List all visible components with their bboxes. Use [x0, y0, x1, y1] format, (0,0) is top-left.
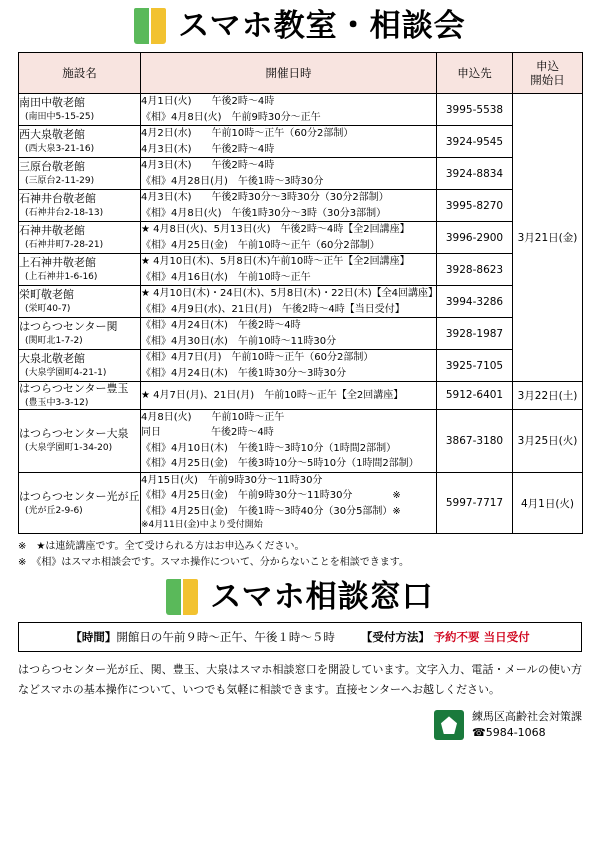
footer — [18, 709, 582, 742]
facility-name: はつらつセンター光が丘 — [19, 489, 140, 503]
column-header-facility: 施設名 — [19, 53, 141, 94]
info-bar — [18, 622, 582, 652]
section2-paragraph: はつらつセンター光が丘、関、豊玉、大泉はスマホ相談窓口を開設しています。文字入力、電話・メールの使い方などスマホの基本操作について、いつでも気軽に相談できます。直接センターへお越しください。 — [18, 663, 582, 696]
facility-address: (石神井町7-28-21) — [25, 239, 104, 250]
method-info — [361, 629, 530, 645]
schedule-line: ★ 4月10日(木)・24日(木)、5月8日(木)・22日(木)【全4回講座】 — [141, 288, 438, 299]
facility-address: (栄町40-7) — [25, 303, 71, 314]
schedule-cell — [141, 350, 437, 382]
facility-cell — [19, 254, 141, 286]
schedule-line: 《相》4月8日(火) 午後1時30分～3時（30分3部制） — [141, 207, 387, 219]
schedule-cell — [141, 254, 437, 286]
schedule-line: 《相》4月24日(木) 午後1時30分～3時30分 — [141, 367, 347, 379]
facility-name: 石神井敬老館 — [19, 224, 85, 237]
schedule-line: 4月15日(火) 午前9時30分～11時30分 — [141, 474, 323, 486]
facility-name: はつらつセンター関 — [19, 320, 118, 333]
section2-title: スマホ相談窓口 — [210, 579, 434, 616]
method-label: 【受付方法】 — [360, 630, 430, 645]
table-row — [19, 472, 583, 533]
start-date-cell: 3月25日(火) — [513, 409, 583, 472]
facility-name: 大泉北敬老館 — [19, 352, 85, 365]
table-row — [19, 382, 583, 410]
facility-cell — [19, 286, 141, 318]
facility-address: (光が丘2-9-6) — [25, 505, 83, 516]
schedule-table — [18, 52, 583, 534]
table-row — [19, 350, 583, 382]
contact-cell: 3995-8270 — [437, 190, 513, 222]
table-body — [19, 94, 583, 534]
schedule-cell — [141, 158, 437, 190]
schedule-line: 同日 午後2時～4時 — [141, 427, 274, 439]
method-value: 予約不要 当日受付 — [433, 630, 530, 645]
facility-cell — [19, 350, 141, 382]
facility-address: (上石神井1-6-16) — [25, 271, 98, 282]
facility-name: 三原台敬老館 — [19, 160, 85, 173]
nerima-leaf-icon — [434, 710, 464, 740]
table-row — [19, 158, 583, 190]
table-row — [19, 94, 583, 126]
contact-cell: 3925-7105 — [437, 350, 513, 382]
schedule-cell — [141, 382, 437, 410]
facility-address: (豊玉中3-3-12) — [25, 397, 89, 408]
start-date-cell: 3月21日(金) — [513, 94, 583, 382]
schedule-line: 《相》4月8日(火) 午前9時30分～正午 — [141, 111, 321, 123]
contact-cell: 3994-3286 — [437, 286, 513, 318]
schedule-cell — [141, 472, 437, 533]
footnote-2: ※ 《相》はスマホ相談会です。スマホ操作について、分からないことを相談できます。 — [18, 557, 409, 569]
table-row — [19, 126, 583, 158]
table-row — [19, 222, 583, 254]
schedule-line: 《相》4月30日(水) 午前10時～11時30分 — [141, 335, 337, 347]
facility-address: (大泉学園町1-34-20) — [25, 443, 113, 454]
schedule-cell — [141, 222, 437, 254]
table-row — [19, 318, 583, 350]
table-header-row — [19, 53, 583, 94]
contact-cell: 3924-8834 — [437, 158, 513, 190]
facility-cell — [19, 382, 141, 410]
schedule-line: ★ 4月8日(火)、5月13日(火) 午後2時～4時【全2回講座】 — [141, 224, 410, 235]
page-title-banner — [18, 8, 582, 44]
schedule-line: 《相》4月24日(木) 午後2時～4時 — [141, 320, 301, 331]
footnote-1: ※ ★は連続講座です。全て受けられる方はお申込みください。 — [18, 541, 305, 553]
start-date-cell: 4月1日(火) — [513, 472, 583, 533]
schedule-line: ※4月11日(金)中より受付開始 — [141, 520, 263, 531]
table-row — [19, 254, 583, 286]
facility-name: 西大泉敬老館 — [19, 128, 85, 141]
schedule-line: 4月1日(火) 午後2時～4時 — [141, 96, 275, 107]
facility-name: 石神井台敬老館 — [19, 192, 96, 205]
facility-name: 南田中敬老館 — [19, 96, 85, 109]
schedule-line: ★ 4月7日(月)、21日(月) 午前10時～正午【全2回講座】 — [141, 389, 404, 401]
schedule-cell — [141, 126, 437, 158]
contact-cell: 3995-5538 — [437, 94, 513, 126]
facility-address: (石神井台2-18-13) — [25, 207, 104, 218]
facility-cell — [19, 472, 141, 533]
facility-address: (関町北1-7-2) — [25, 335, 83, 346]
table-row — [19, 409, 583, 472]
time-value: 開館日の午前９時～正午、午後１時～５時 — [116, 630, 335, 645]
facility-cell — [19, 94, 141, 126]
schedule-cell — [141, 286, 437, 318]
section2-title-banner — [18, 579, 582, 615]
contact-cell: 3924-9545 — [437, 126, 513, 158]
book-icon — [134, 8, 168, 44]
table-row — [19, 286, 583, 318]
contact-cell: 3928-8623 — [437, 254, 513, 286]
schedule-cell — [141, 318, 437, 350]
schedule-line: 《相》4月7日(月) 午前10時～正午（60分2部制） — [141, 352, 374, 363]
facility-name: 栄町敬老館 — [19, 288, 74, 301]
facility-address: (南田中5-15-25) — [25, 111, 95, 122]
facility-cell — [19, 222, 141, 254]
schedule-line: 《相》4月28日(月) 午後1時～3時30分 — [141, 175, 324, 187]
facility-cell — [19, 126, 141, 158]
schedule-line: 4月3日(木) 午後2時～4時 — [141, 143, 275, 155]
schedule-line: 《相》4月25日(金) 午前9時30分～11時30分 ※ — [141, 490, 401, 502]
facility-cell — [19, 190, 141, 222]
table-row — [19, 190, 583, 222]
contact-cell: 3996-2900 — [437, 222, 513, 254]
schedule-cell — [141, 94, 437, 126]
footer-org: 練馬区高齢社会対策課 — [472, 709, 582, 723]
footer-phone-line — [472, 725, 582, 742]
schedule-line: 4月3日(木) 午後2時～4時 — [141, 160, 275, 171]
schedule-line: 4月2日(水) 午前10時～正午（60分2部制） — [141, 128, 354, 139]
footer-contact — [472, 709, 582, 742]
schedule-cell — [141, 190, 437, 222]
page-title: スマホ教室・相談会 — [178, 7, 466, 44]
schedule-line: 《相》4月25日(金) 午前10時～正午（60分2部制） — [141, 239, 380, 251]
start-date-cell: 3月22日(土) — [513, 382, 583, 410]
schedule-line: 4月3日(木) 午後2時30分～3時30分（30分2部制） — [141, 192, 389, 203]
book-icon — [166, 579, 200, 615]
column-header-contact: 申込先 — [437, 53, 513, 94]
schedule-line: 《相》4月25日(金) 午後1時～3時40分（30分5部制）※ — [141, 505, 401, 517]
facility-address: (西大泉3-21-16) — [25, 143, 95, 154]
column-header-schedule: 開催日時 — [141, 53, 437, 94]
schedule-line: 《相》4月9日(水)、21日(月) 午後2時～4時【当日受付】 — [141, 303, 405, 315]
time-label: 【時間】 — [70, 630, 117, 645]
facility-cell — [19, 158, 141, 190]
facility-name: 上石神井敬老館 — [19, 256, 96, 269]
schedule-line: 《相》4月10日(木) 午後1時～3時10分（1時間2部制） — [141, 442, 397, 454]
facility-name: はつらつセンター豊玉 — [19, 382, 129, 395]
contact-cell: 3928-1987 — [437, 318, 513, 350]
time-info — [70, 629, 335, 645]
footnotes — [18, 539, 582, 571]
schedule-cell — [141, 409, 437, 472]
phone-icon: ☎ — [472, 726, 486, 740]
contact-cell: 3867-3180 — [437, 409, 513, 472]
schedule-line: 《相》4月16日(水) 午前10時～正午 — [141, 271, 311, 283]
contact-cell: 5912-6401 — [437, 382, 513, 410]
column-header-start-date: 申込 開始日 — [513, 53, 583, 94]
facility-cell — [19, 318, 141, 350]
footer-phone: 5984-1068 — [485, 726, 546, 740]
facility-address: (三原台2-11-29) — [25, 175, 95, 186]
schedule-line: 《相》4月25日(金) 午後3時10分～5時10分（1時間2部制） — [141, 458, 419, 470]
schedule-line: 4月8日(火) 午前10時～正午 — [141, 411, 285, 423]
contact-cell: 5997-7717 — [437, 472, 513, 533]
facility-cell — [19, 409, 141, 472]
facility-address: (大泉学園町4-21-1) — [25, 367, 107, 378]
schedule-line: ★ 4月10日(木)、5月8日(木)午前10時～正午【全2回講座】 — [141, 256, 410, 267]
facility-name: はつらつセンター大泉 — [19, 427, 129, 441]
